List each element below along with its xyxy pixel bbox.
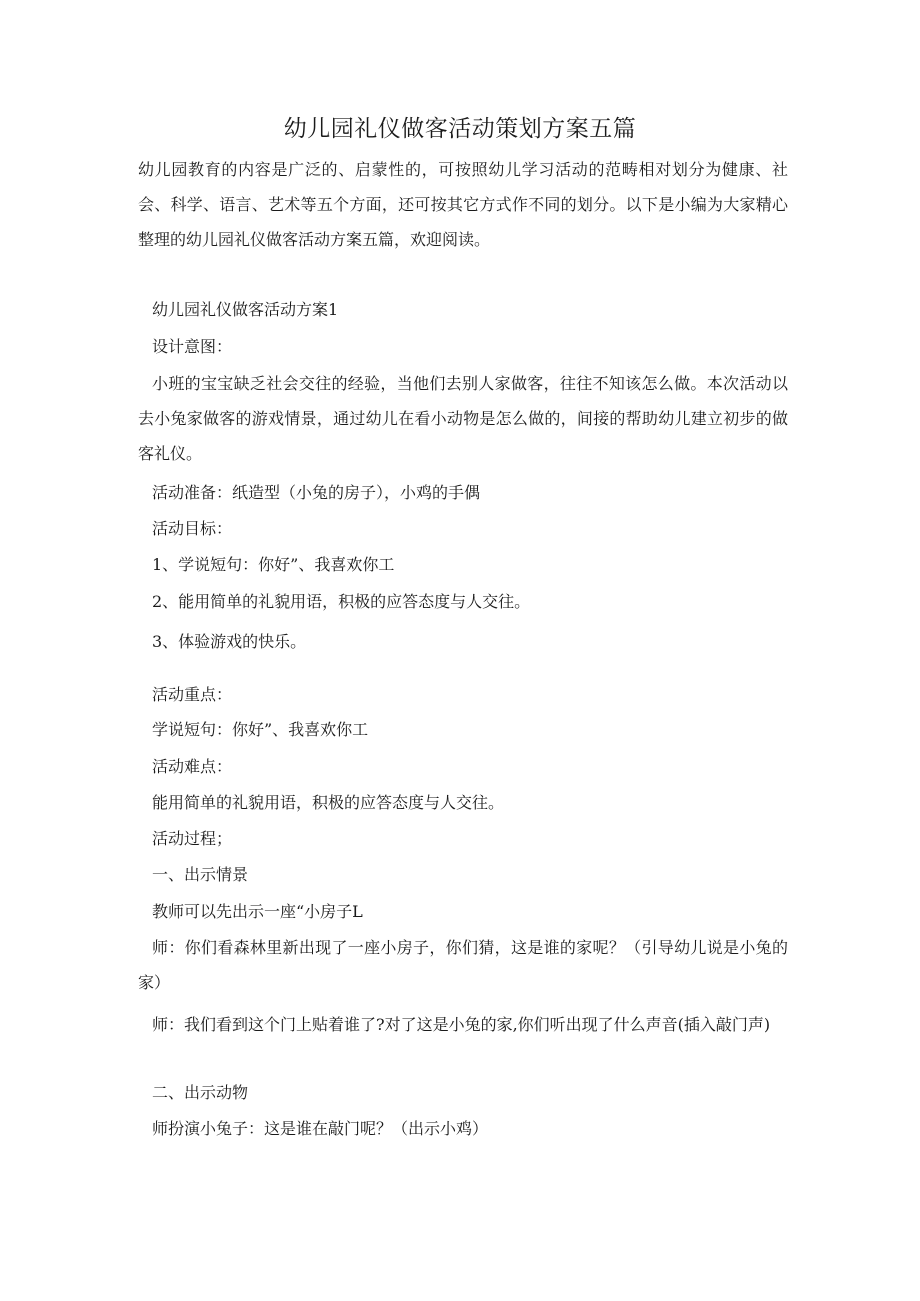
- goal-item-2: 2、能用简单的礼貌用语，积极的应答态度与人交往。: [152, 592, 531, 611]
- difficulty-label: 活动难点：: [152, 757, 233, 776]
- intro-paragraph: 幼儿园教育的内容是广泛的、启蒙性的，可按照幼儿学习活动的范畴相对划分为健康、社会、科学、语言、艺术等五个方面，还可按其它方式作不同的划分。以下是小编为大家精心整理的幼儿园礼仪做客活动方案五篇，欢迎阅读。: [138, 160, 788, 249]
- step-heading-2: 二、出示动物: [152, 1083, 249, 1102]
- design-intent-paragraph: 小班的宝宝缺乏社会交往的经验，当他们去别人家做客，往往不知该怎么做。本次活动以去小兔家做客的游戏情景，通过幼儿在看小动物是怎么做的，间接的帮助幼儿建立初步的做客礼仪。: [138, 374, 788, 463]
- process-label: 活动过程；: [152, 829, 233, 848]
- step1-paragraph-2: 师：你们看森林里新出现了一座小房子，你们猜，这是谁的家呢？（引导幼儿说是小兔的家）: [138, 938, 788, 992]
- step2-line-1: 师扮演小兔子：这是谁在敲门呢？（出示小鸡）: [152, 1119, 489, 1138]
- step1-line-1: 教师可以先出示一座“小房子L: [152, 902, 363, 921]
- section-heading: 幼儿园礼仪做客活动方案1: [152, 300, 339, 319]
- goal-item-3: 3、体验游戏的快乐。: [152, 632, 307, 651]
- key-point-label: 活动重点：: [152, 685, 233, 704]
- design-intent-label: 设计意图：: [152, 337, 233, 356]
- preparation-line: 活动准备：纸造型（小兔的房子），小鸡的手偶: [152, 483, 481, 502]
- key-point-text: 学说短句：你好”、我喜欢你工: [152, 720, 369, 739]
- goals-label: 活动目标：: [152, 519, 233, 538]
- difficulty-text: 能用简单的礼貌用语，积极的应答态度与人交往。: [152, 793, 505, 812]
- document-title: 幼儿园礼仪做客活动策划方案五篇: [283, 116, 637, 142]
- step-heading-1: 一、出示情景: [152, 865, 249, 884]
- goal-item-1: 1、学说短句：你好”、我喜欢你工: [152, 555, 395, 574]
- step1-paragraph-3: 师：我们看到这个门上贴着谁了?对了这是小兔的家,你们听出现了什么声音(插入敲门声): [152, 1015, 771, 1034]
